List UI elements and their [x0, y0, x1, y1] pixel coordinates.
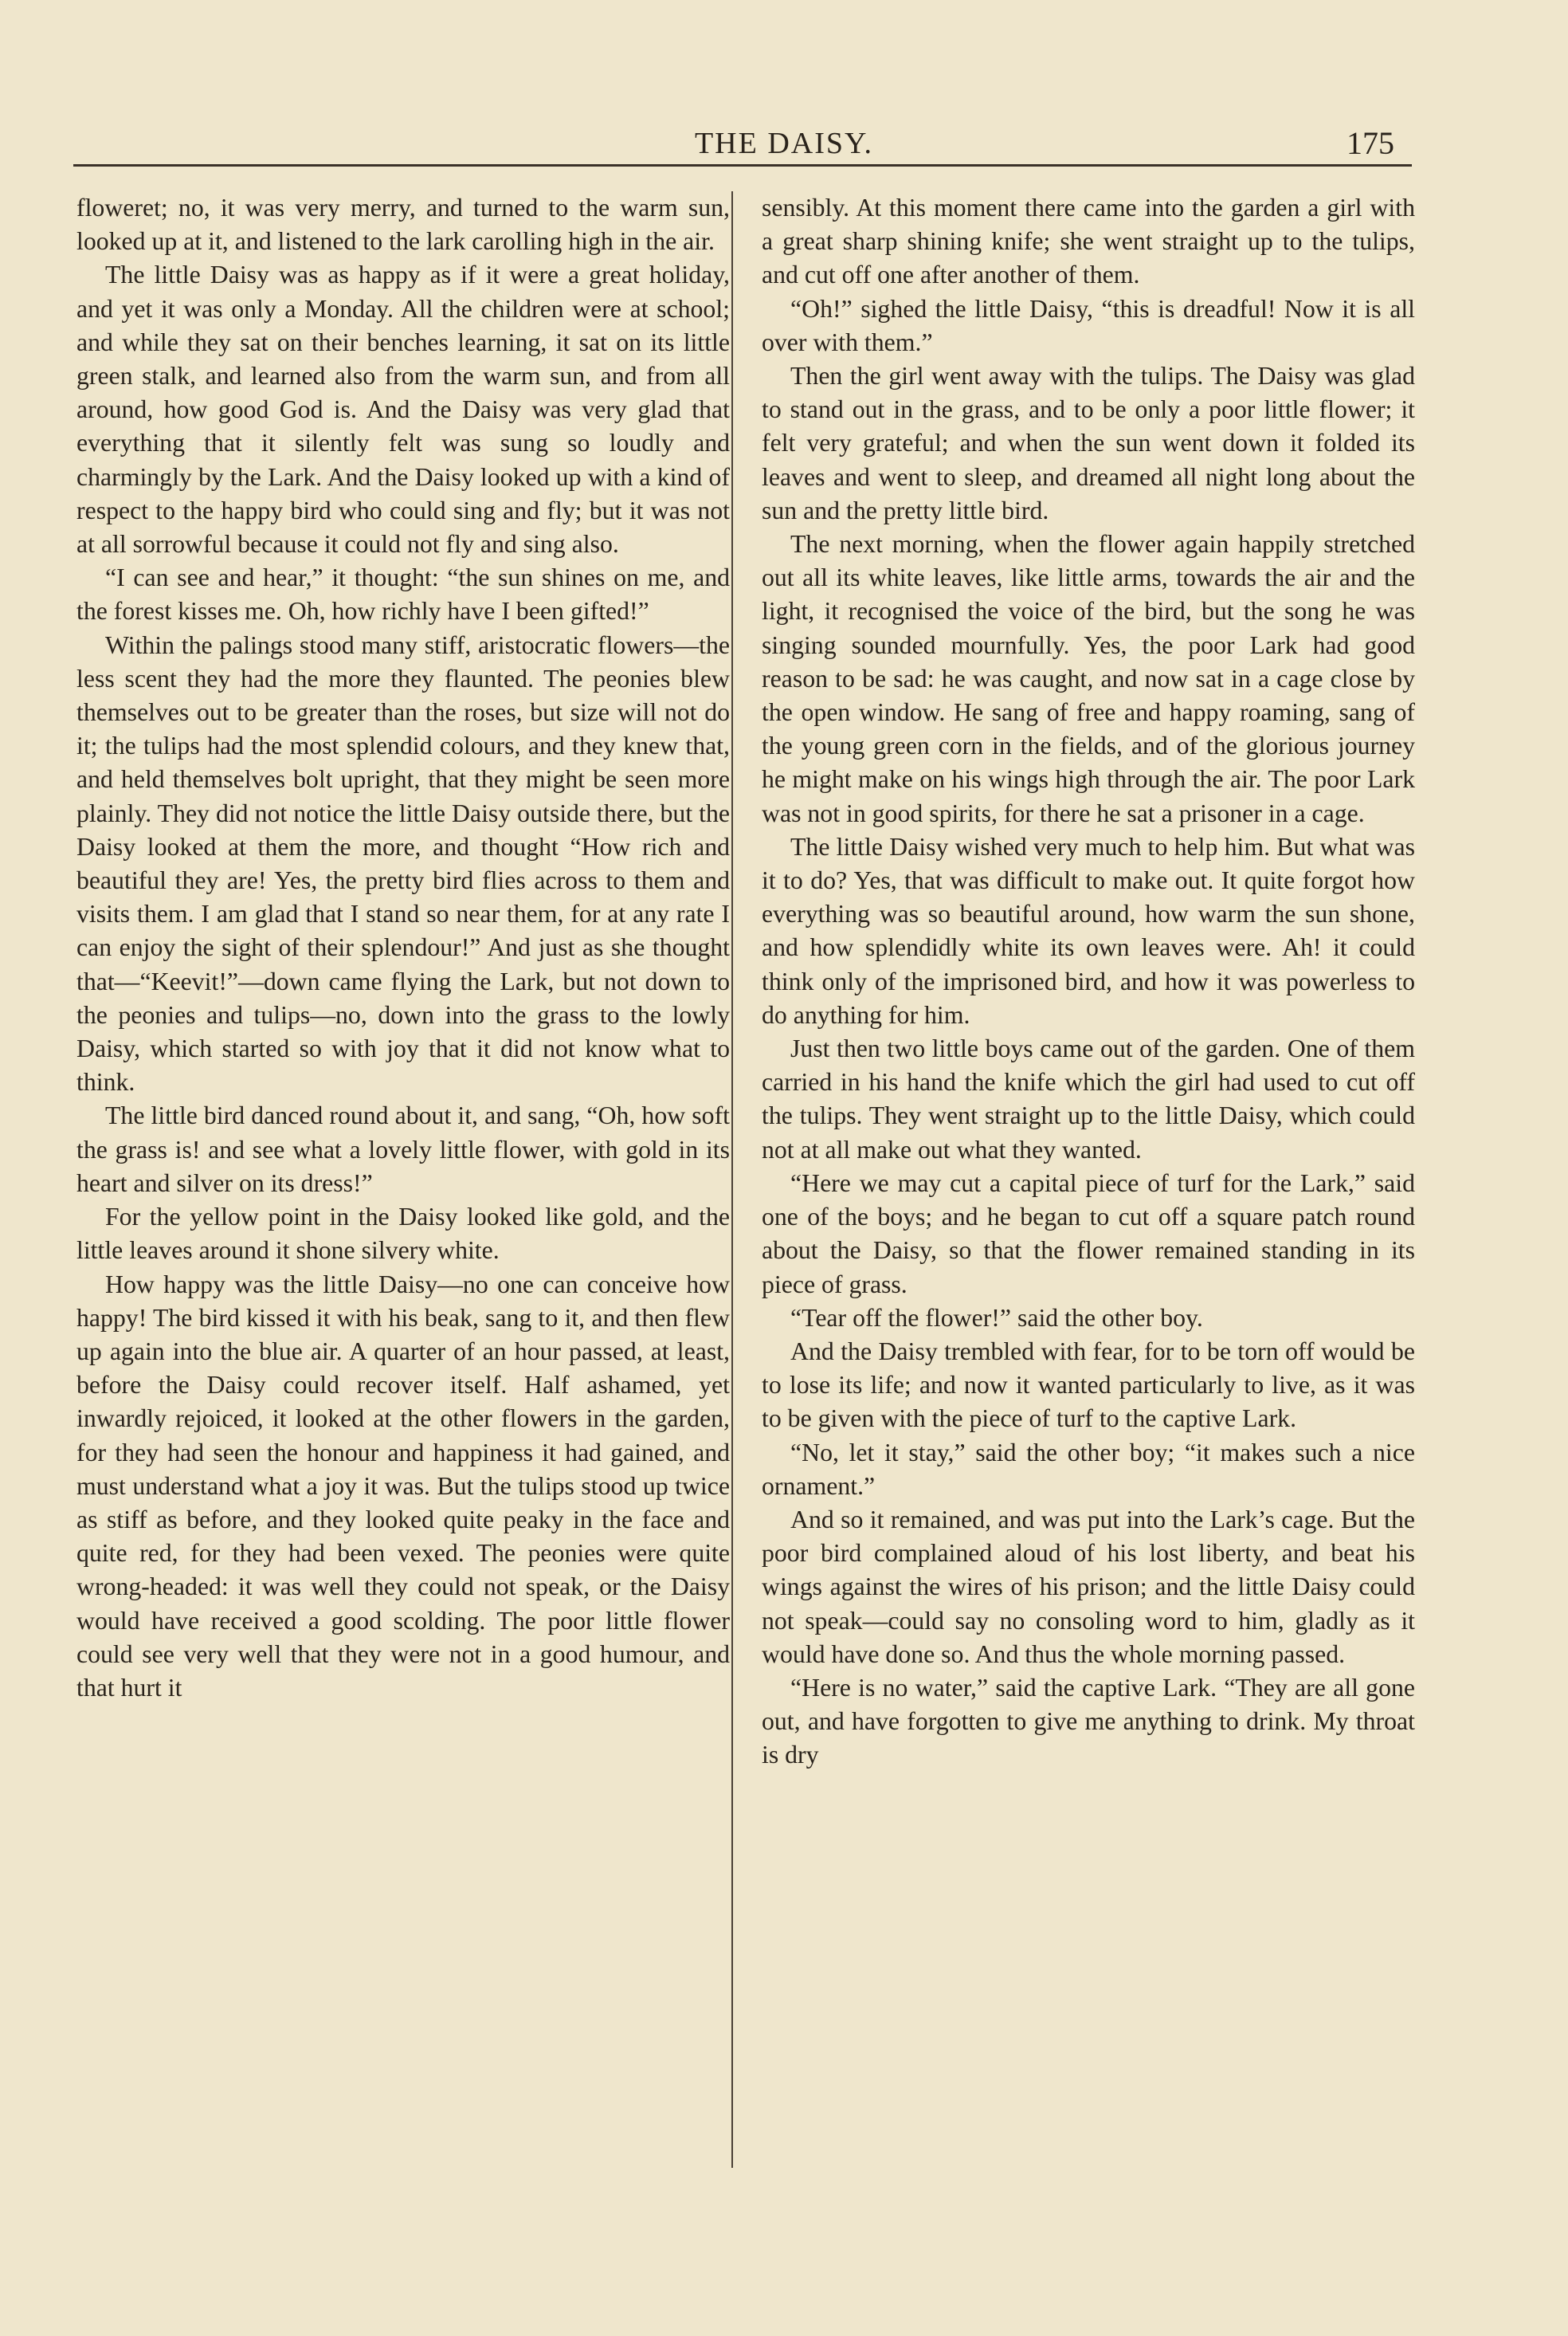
paragraph: Then the girl went away with the tulips. The Daisy was glad to stand out in the grass, and to be only a poor little flower; it felt very grateful; and when the sun went down it folded its leaves and went to sleep, and dreamed all night long about the sun and the pretty little bird. — [762, 362, 1415, 524]
paragraph: “No, let it stay,” said the other boy; “it makes such a nice ornament.” — [762, 1438, 1415, 1500]
paragraph: And the Daisy trembled with fear, for to be torn off would be to lose its life; and now it wanted particularly to live, as it was to be given with the piece of turf to the captive Lark. — [762, 1337, 1415, 1433]
header-rule — [73, 164, 1412, 167]
paragraph: “Here we may cut a capital piece of turf for the Lark,” said one of the boys; and he began to cut off a square patch round about the Daisy, so that the flower remained standing in its piece of grass. — [762, 1168, 1415, 1298]
paragraph: “Tear off the flower!” said the other boy. — [790, 1303, 1203, 1332]
paragraph: The next morning, when the flower again happily stretched out all its white leaves, like little arms, towards the air and the light, it recognised the voice of the bird, but the song he was singing sounded mournfully. Yes, the poor Lark had good reason to be sad: he was caught, and now sat in a cage close by the open window. He sang of free and happy roaming, sang of the young green corn in the fields, and of the glorious journey he might make on his wings high through the air. The poor Lark was not in good spirits, for there he sat a prisoner in a cage. — [762, 530, 1415, 827]
paragraph: The little Daisy wished very much to help him. But what was it to do? Yes, that was difficult to make out. It quite forgot how everything was so beautiful around, how warm the sun shone, and how splendidly white its own leaves were. Ah! it could think only of the imprisoned bird, and how it was powerless to do anything for him. — [762, 832, 1415, 1029]
column-divider — [731, 191, 733, 2168]
paragraph: “I can see and hear,” it thought: “the sun shines on me, and the forest kisses me. Oh, how richly have I been gifted!” — [76, 563, 730, 626]
paragraph: sensibly. At this moment there came into the garden a girl with a great sharp shining knife; she went straight up to the tulips, and cut off one after another of them. — [762, 194, 1415, 289]
paragraph: “Here is no water,” said the captive Lark. “They are all gone out, and have forgotten to give me anything to drink. My throat is dry — [762, 1673, 1415, 1769]
paragraph: The little bird danced round about it, and sang, “Oh, how soft the grass is! and see what a lovely little flower, with gold in its heart and silver on its dress!” — [76, 1101, 730, 1197]
paragraph: floweret; no, it was very merry, and turned to the warm sun, looked up at it, and listened to the lark carolling high in the air. — [76, 194, 730, 256]
paragraph: The little Daisy was as happy as if it were a great holiday, and yet it was only a Monday. All the children were at school; and while they sat on their benches learning, it sat on its little green stalk, and learned also from the warm sun, and from all around, how good God is. And the Daisy was very glad that everything that it silently felt was sung so loudly and charmingly by the Lark. And the Daisy looked up with a kind of respect to the happy bird who could sing and fly; but it was not at all sorrowful because it could not fly and sing also. — [76, 261, 730, 559]
paragraph: And so it remained, and was put into the Lark’s cage. But the poor bird complained aloud of his lost liberty, and beat his wings against the wires of his prison; and the little Daisy could not speak—could say no consoling word to him, gladly as it would have done so. And thus the whole morning passed. — [762, 1505, 1415, 1668]
paragraph: Just then two little boys came out of the garden. One of them carried in his hand the knife which the girl had used to cut off the tulips. They went straight up to the little Daisy, which could not at all make out what they wanted. — [762, 1035, 1415, 1164]
paragraph: Within the palings stood many stiff, aristocratic flowers—the less scent they had the more they flaunted. The peonies blew themselves out to be greater than the roses, but size will not do it; the tulips had the most splendid colours, and they knew that, and held themselves bolt upright, that they might be seen more plainly. They did not notice the little Daisy outside there, but the Daisy looked at them the more, and thought “How rich and beautiful they are! Yes, the pretty bird flies across to them and visits them. I am glad that I stand so near them, for at any rate I can enjoy the sight of their splendour!” And just as she thought that—“Keevit!”—down came flying the Lark, but not down to the peonies and tulips—no, down into the grass to the lowly Daisy, which started so with joy that it did not know what to think. — [76, 630, 730, 1097]
running-title: THE DAISY. — [694, 127, 874, 160]
paragraph: “Oh!” sighed the little Daisy, “this is dreadful! Now it is all over with them.” — [762, 294, 1415, 356]
page-number: 175 — [1347, 125, 1394, 161]
left-column — [76, 191, 730, 1705]
right-column — [762, 191, 1415, 1773]
paragraph: How happy was the little Daisy—no one can conceive how happy! The bird kissed it with his beak, sang to it, and then flew up again into the blue air. A quarter of an hour passed, at least, before the Daisy could recover itself. Half ashamed, yet inwardly rejoiced, it looked at the other flowers in the garden, for they had seen the honour and happiness it had gained, and must understand what a joy it was. But the tulips stood up twice as stiff as before, and they looked quite peaky in the face and quite red, for they had been vexed. The peonies were quite wrong-headed: it was well they could not speak, or the Daisy would have received a good scolding. The poor little flower could see very well that they were not in a good humour, and that hurt it — [76, 1270, 730, 1702]
paragraph: For the yellow point in the Daisy looked like gold, and the little leaves around it shone silvery white. — [76, 1203, 730, 1265]
